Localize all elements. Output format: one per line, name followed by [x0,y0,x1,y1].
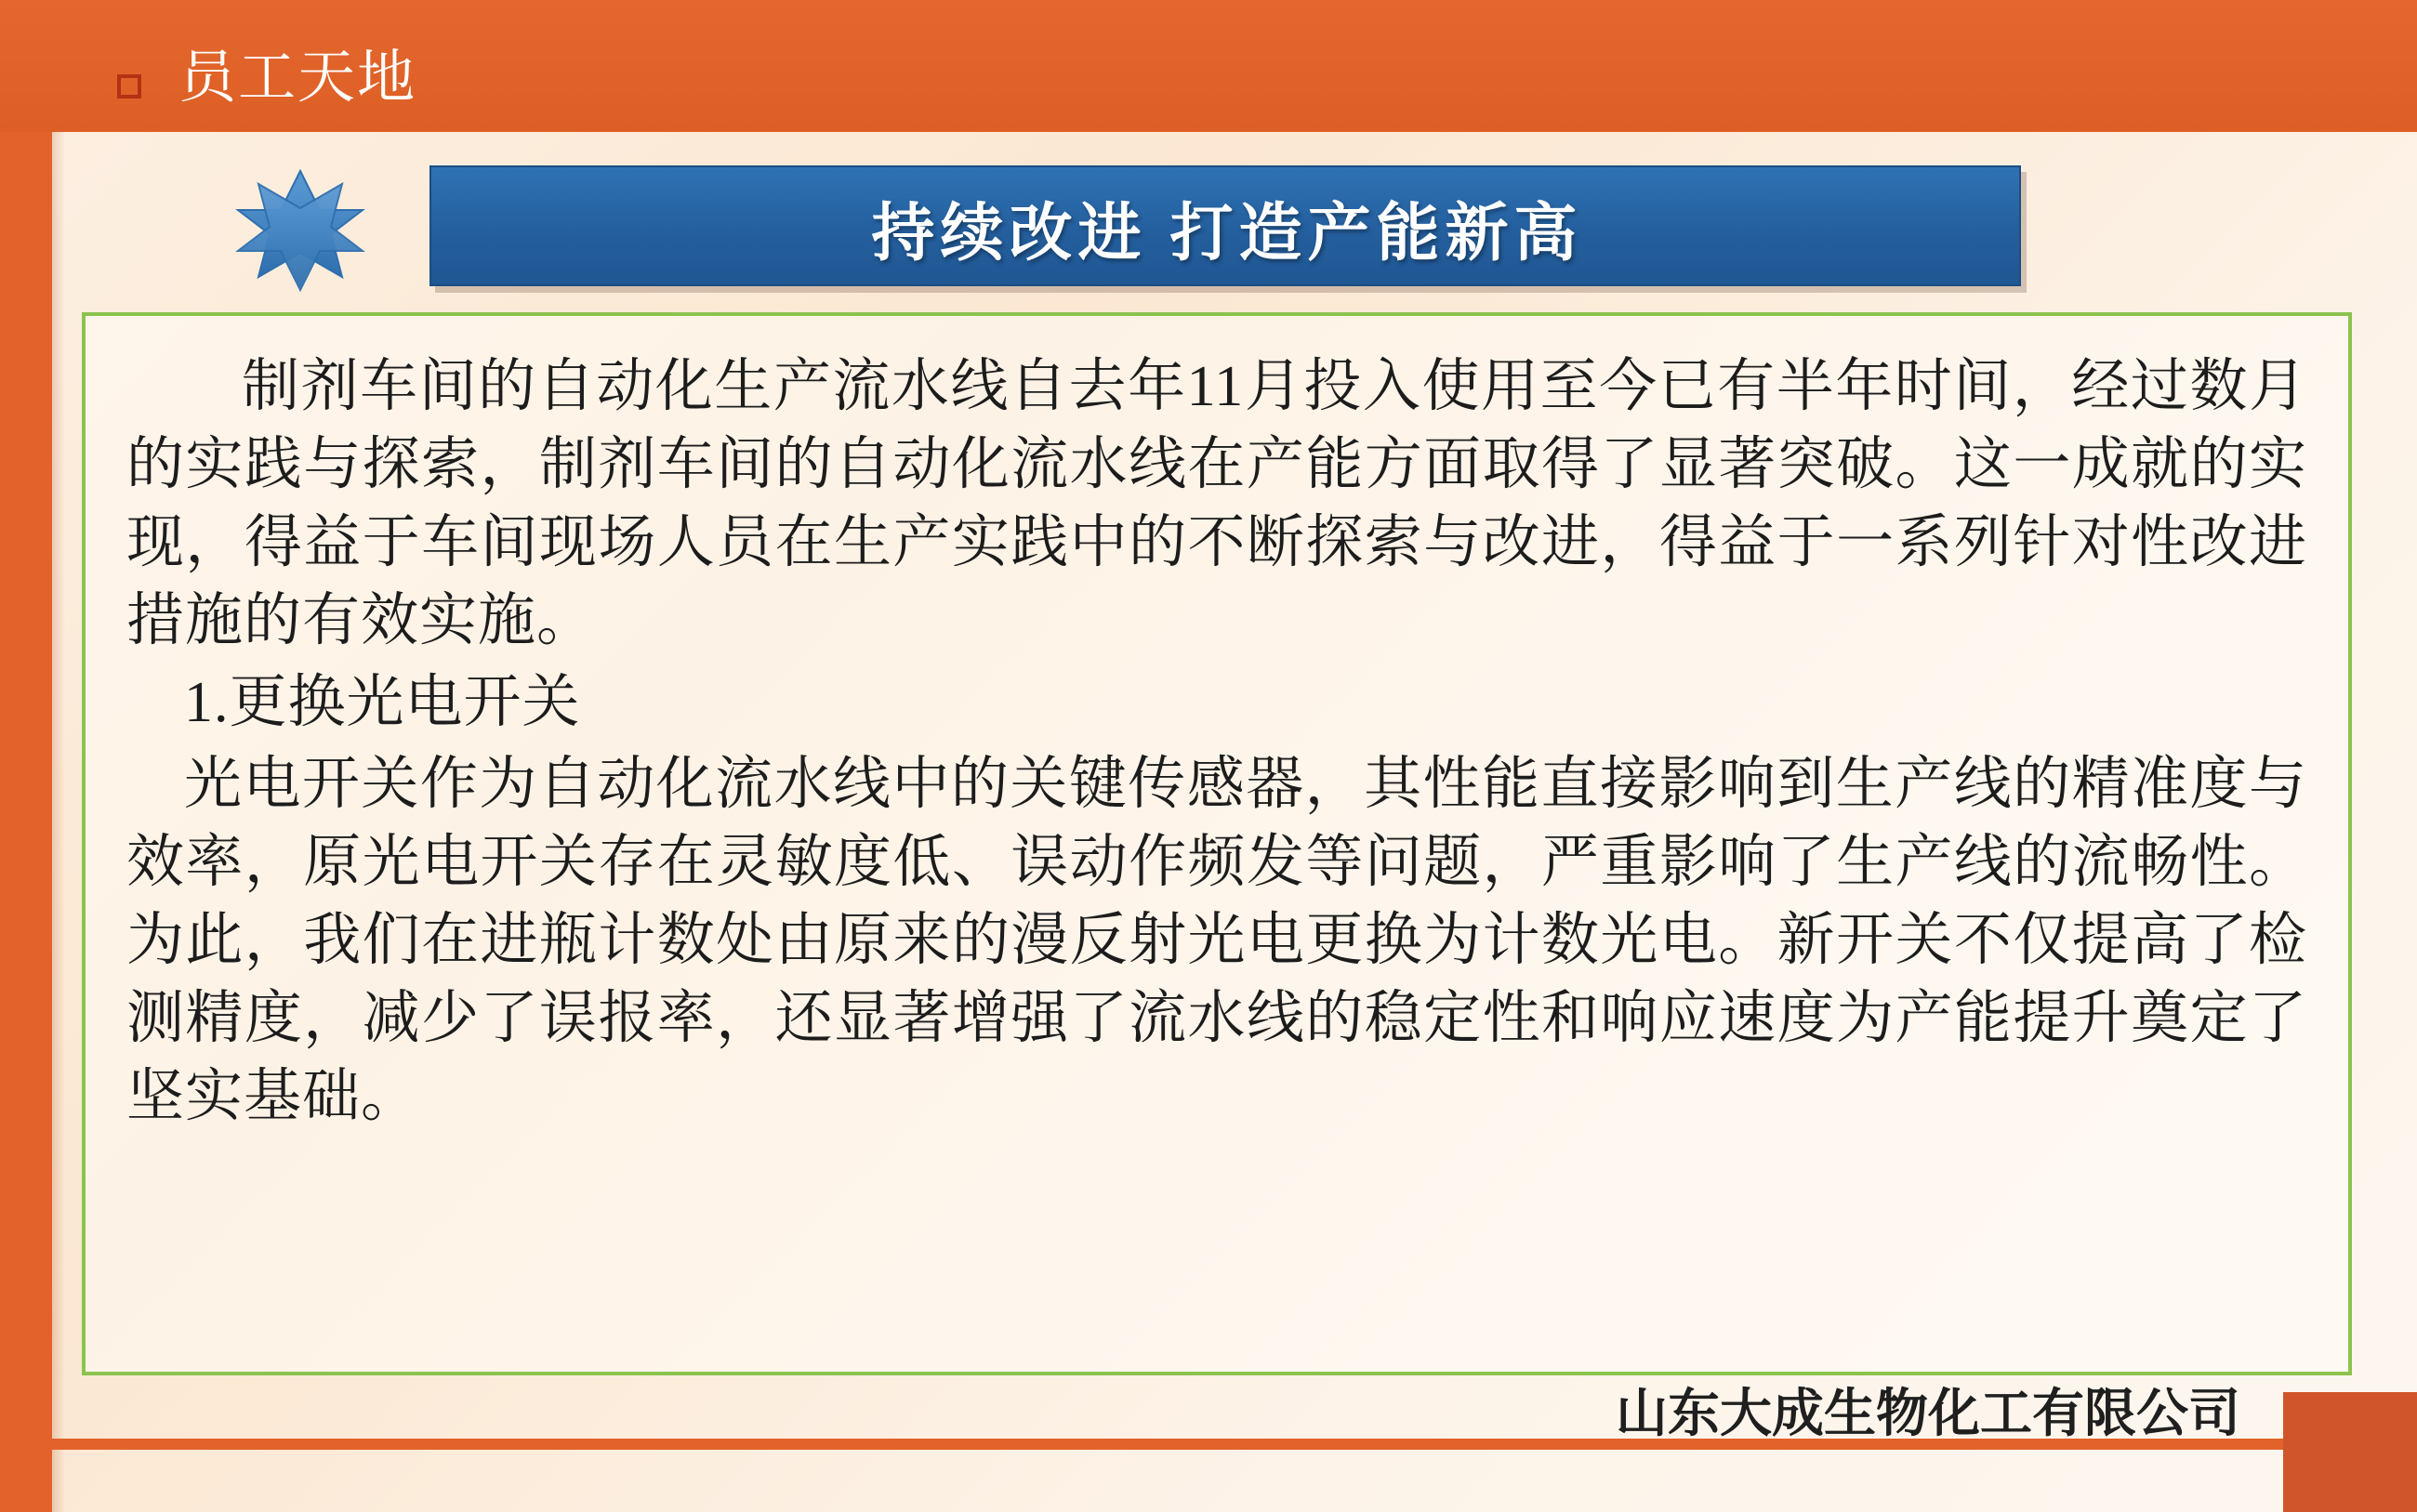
body-subheading: 1.更换光电开关 [184,671,581,734]
square-bullet-icon [117,74,141,99]
footer-company-name: 山东大成生物化工有限公司 [1616,1384,2240,1442]
content-box-inner [86,316,2348,1372]
left-accent-stripe [0,132,52,1512]
six-point-star-icon [231,165,370,296]
banner-bar [429,165,2021,286]
page-title: 员工天地 [178,46,417,110]
footer-corner-block [2283,1392,2417,1512]
content-box [82,312,2352,1375]
banner-title: 持续改进 打造产能新高 [871,197,1583,269]
body-paragraph: 光电开关作为自动化流水线中的关键传感器，其性能直接影响到生产线的精准度与效率，原光电开关存在灵敏度低、误动作频发等问题，严重影响了生产线的流畅性。为此，我们在进瓶计数处由原来的漫反射光电更换为计数光电。新开关不仅提高了检测精度，减少了误报率，还显著增强了流水线的稳定性和响应速度为产能提升奠定了坚实基础。 [126,753,2307,1128]
left-accent-stripe-shadow [52,132,65,1512]
body-paragraph: 制剂车间的自动化生产流水线自去年11月投入使用至今已有半年时间，经过数月的实践与探索，制剂车间的自动化流水线在产能方面取得了显著突破。这一成就的实现，得益于车间现场人员在生产实践中的不断探索与改进，得益于一系列针对性改进措施的有效实施。 [126,355,2307,652]
